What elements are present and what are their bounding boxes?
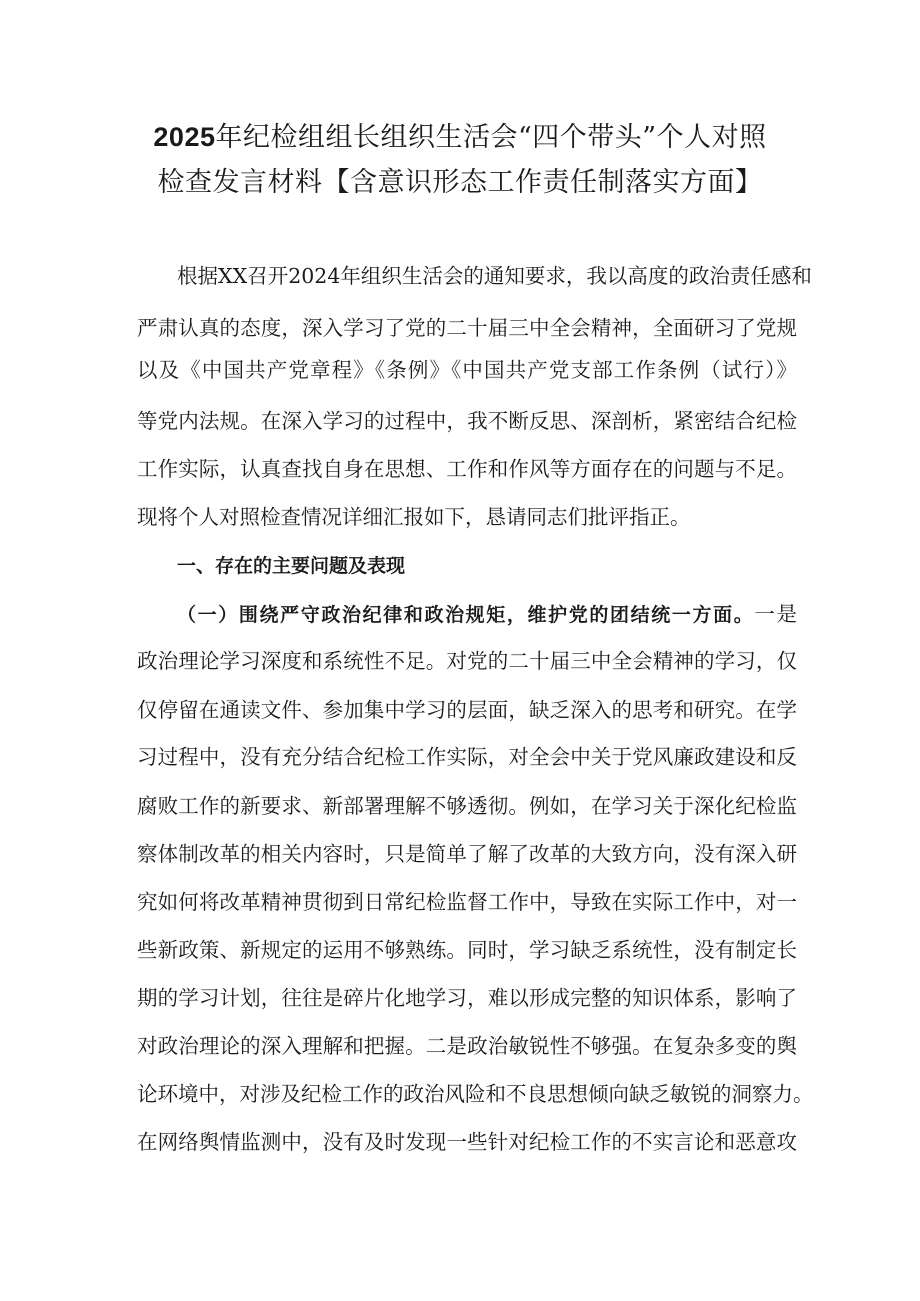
title-year: 2025 xyxy=(153,122,216,152)
subsection-first-line-text: 一是 xyxy=(754,602,797,626)
subsection-first-line xyxy=(177,600,797,629)
body-line: 些新政策、新规定的运用不够熟练。同时，学习缺乏系统性，没有制定长 xyxy=(137,938,797,962)
body-line: 论环境中，对涉及纪检工作的政治风险和不良思想倾向缺乏敏锐的洞察力。 xyxy=(137,1082,814,1106)
body-line: 习过程中，没有充分结合纪检工作实际，对全会中关于党风廉政建设和反 xyxy=(137,745,797,769)
body-line: 察体制改革的相关内容时，只是简单了解了改革的大致方向，没有深入研 xyxy=(137,842,797,866)
body-line: 政治理论学习深度和系统性不足。对党的二十届三中全会精神的学习，仅 xyxy=(137,649,797,673)
body-line: 期的学习计划，往往是碎片化地学习，难以形成完整的知识体系，影响了 xyxy=(137,986,797,1010)
body-line: 对政治理论的深入理解和把握。二是政治敏锐性不够强。在复杂多变的舆 xyxy=(137,1034,797,1058)
body-line: 腐败工作的新要求、新部署理解不够透彻。例如，在学习关于深化纪检监 xyxy=(137,794,797,818)
section-heading: 一、存在的主要问题及表现 xyxy=(177,555,406,577)
intro-line: 工作实际，认真查找自身在思想、工作和作风等方面存在的问题与不足。 xyxy=(137,457,797,481)
intro-line: 严肃认真的态度，深入学习了党的二十届三中全会精神，全面研习了党规 xyxy=(137,316,797,340)
intro-line: 等党内法规。在深入学习的过程中，我不断反思、深剖析，紧密结合纪检 xyxy=(137,409,797,433)
intro-line: 以及《中国共产党章程》《条例》《中国共产党支部工作条例（试行）》 xyxy=(137,358,797,382)
intro-line: 现将个人对照检查情况详细汇报如下，恳请同志们批评指正。 xyxy=(137,505,691,529)
document-title-line-2: 检查发言材料【含意识形态工作责任制落实方面】 xyxy=(157,167,763,198)
body-line: 仅停留在通读文件、参加集中学习的层面，缺乏深入的思考和研究。在学 xyxy=(137,698,797,722)
body-line: 在网络舆情监测中，没有及时发现一些针对纪检工作的不实言论和恶意攻 xyxy=(137,1130,797,1154)
intro-line: 根据XX召开2024年组织生活会的通知要求，我以高度的政治责任感和 xyxy=(177,264,812,288)
subsection-heading: （一）围绕严守政治纪律和政治规矩，维护党的团结统一方面。 xyxy=(177,604,755,626)
body-line: 究如何将改革精神贯彻到日常纪检监督工作中，导致在实际工作中，对一 xyxy=(137,890,797,914)
document-title-line-1 xyxy=(120,114,800,161)
title-line-1-text: 年纪检组组长组织生活会“四个带头”个人对照 xyxy=(215,122,767,153)
